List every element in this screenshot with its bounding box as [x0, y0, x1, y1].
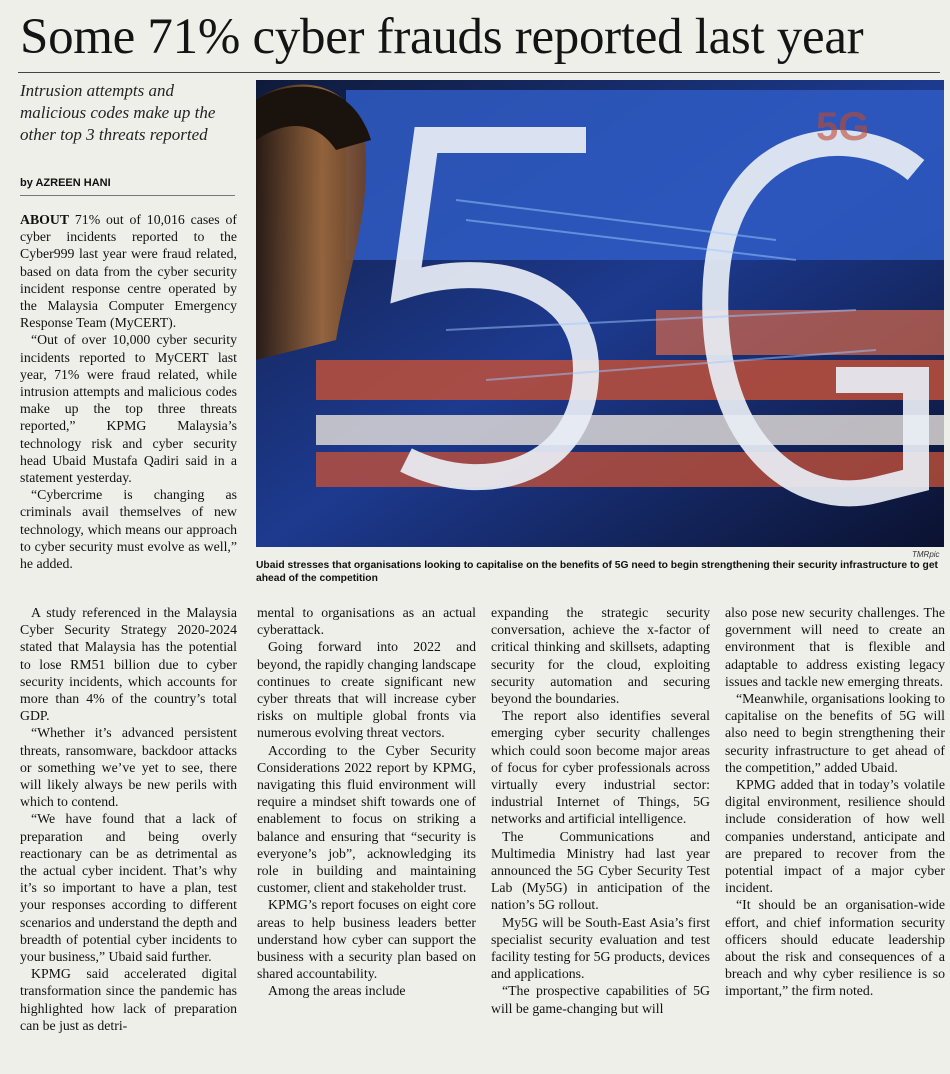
lead-word: ABOUT — [20, 212, 70, 227]
paragraph: The report also identifies several emerging cyber security challenges which could soon become major areas of focus for cyber professionals across virtually every industrial sector: industrial Internet of Things, 5G networks and artificial intelligence. — [491, 708, 710, 827]
column-1-bottom — [20, 604, 237, 1034]
paragraph: Going forward into 2022 and beyond, the rapidly changing landscape continues to create significant new cyber threats that will increase cyber risks on multiple global fronts via numerous evolving threat vectors. — [257, 639, 476, 741]
paragraph: “It should be an organisation-wide effort, and chief information security officers should educate leadership about the risk and consequences of a breach and why cyber resilience is so important,” the firm noted. — [725, 897, 945, 999]
paragraph: KPMG’s report focuses on eight core areas to help business leaders better understand how cyber can support the business with a security plan based on shared accountability. — [257, 897, 476, 982]
paragraph: A study referenced in the Malaysia Cyber Security Strategy 2020-2024 stated that Malaysia has the potential to lose RM51 billion due to cyber security incidents, which accounts for more than 4% of the country’s total GDP. — [20, 605, 237, 724]
paragraph: “Out of over 10,000 cyber security incidents reported to MyCERT last year, 71% were fraud related, while intrusion attempts and malicious codes make up the top three threats reported,” KPMG Malaysia’s technology risk and cyber security head Ubaid Mustafa Qadiri said in a statement yesterday. — [20, 332, 237, 486]
paragraph: mental to organisations as an actual cyberattack. — [257, 605, 476, 638]
column-3 — [491, 604, 710, 1017]
headline-rule — [18, 72, 940, 73]
paragraph: The Communications and Multimedia Ministry had last year announced the 5G Cyber Security Test Lab (My5G) in anticipation of the nation’s 5G rollout. — [491, 828, 710, 913]
paragraph: “Meanwhile, organisations looking to capitalise on the benefits of 5G will also need to begin strengthening their security infrastructure to get ahead of the competition,” added Ubaid. — [725, 691, 945, 775]
paragraph: “Whether it’s advanced persistent threats, ransomware, backdoor attacks or something we’ve yet to see, there will likely always be new perils with which to contend. — [20, 725, 237, 810]
paragraph: “The prospective capabilities of 5G will be game-changing but will — [491, 983, 710, 1016]
paragraph: Among the areas include — [268, 983, 406, 999]
column-2 — [257, 604, 476, 1000]
paragraph: KPMG said accelerated digital transformation since the pandemic has highlighted how lack of preparation can be just as detri- — [20, 966, 237, 1033]
paragraph: “We have found that a lack of preparation and being overly reactionary can be as detrimental as the actual cyber incident. That’s why it’s so important to have a plan, test your responses according to different scenarios and understand the depth and breadth of potential cyber incidents to your business,” Ubaid said further. — [20, 811, 237, 965]
photo-caption: Ubaid stresses that organisations looking to capitalise on the benefits of 5G need to begin strengthening their security infrastructure to get ahead of the competition — [256, 560, 938, 584]
paragraph: “Cybercrime is changing as criminals avail themselves of new technology, which means our approach to cyber security must evolve as well,” he added. — [20, 487, 237, 572]
lead-text: 71% out of 10,016 cases of cyber incidents reported to the Cyber999 last year were fraud related, based on data from the cyber security incident response centre operated by the Malaysia Computer Emergency Response Team (MyCERT). — [20, 212, 237, 331]
paragraph: My5G will be South-East Asia’s first specialist security evaluation and test facility testing for 5G products, devices and applications. — [491, 914, 710, 982]
photo-5g-text: 5G — [816, 105, 870, 149]
paragraph: KPMG added that in today’s volatile digital environment, resilience should include consideration of how well companies understand, anticipate and are prepared to recover from the potential impact of a major cyber incident. — [725, 777, 945, 896]
column-1-top — [20, 211, 237, 572]
paragraph: According to the Cyber Security Considerations 2022 report by KPMG, navigating this fluid environment will require a mindset shift towards one of enablement to focus on striking a balance and ensuring that “security is everyone’s job”, acknowledging its role in building and maintaining customer, client and stakeholder trust. — [257, 742, 476, 896]
photo-illustration — [256, 80, 944, 547]
photo-credit: TMRpic — [912, 550, 940, 559]
byline: by AZREEN HANI — [20, 177, 111, 189]
headline: Some 71% cyber frauds reported last year — [20, 9, 864, 65]
article-photo — [256, 80, 944, 547]
standfirst: Intrusion attempts and malicious codes make up the other top 3 threats reported — [20, 81, 216, 144]
paragraph — [20, 211, 237, 331]
paragraph: also pose new security challenges. The government will need to create an environment that is flexible and adaptable to address existing legacy issues and tackle new emerging threats. — [725, 605, 945, 689]
paragraph: expanding the strategic security conversation, achieve the x-factor of critical thinking and skillsets, adapting security for the cloud, exploiting security automation and securing beyond the boundaries. — [491, 605, 710, 707]
column-4 — [725, 604, 945, 1000]
byline-rule — [20, 195, 235, 196]
